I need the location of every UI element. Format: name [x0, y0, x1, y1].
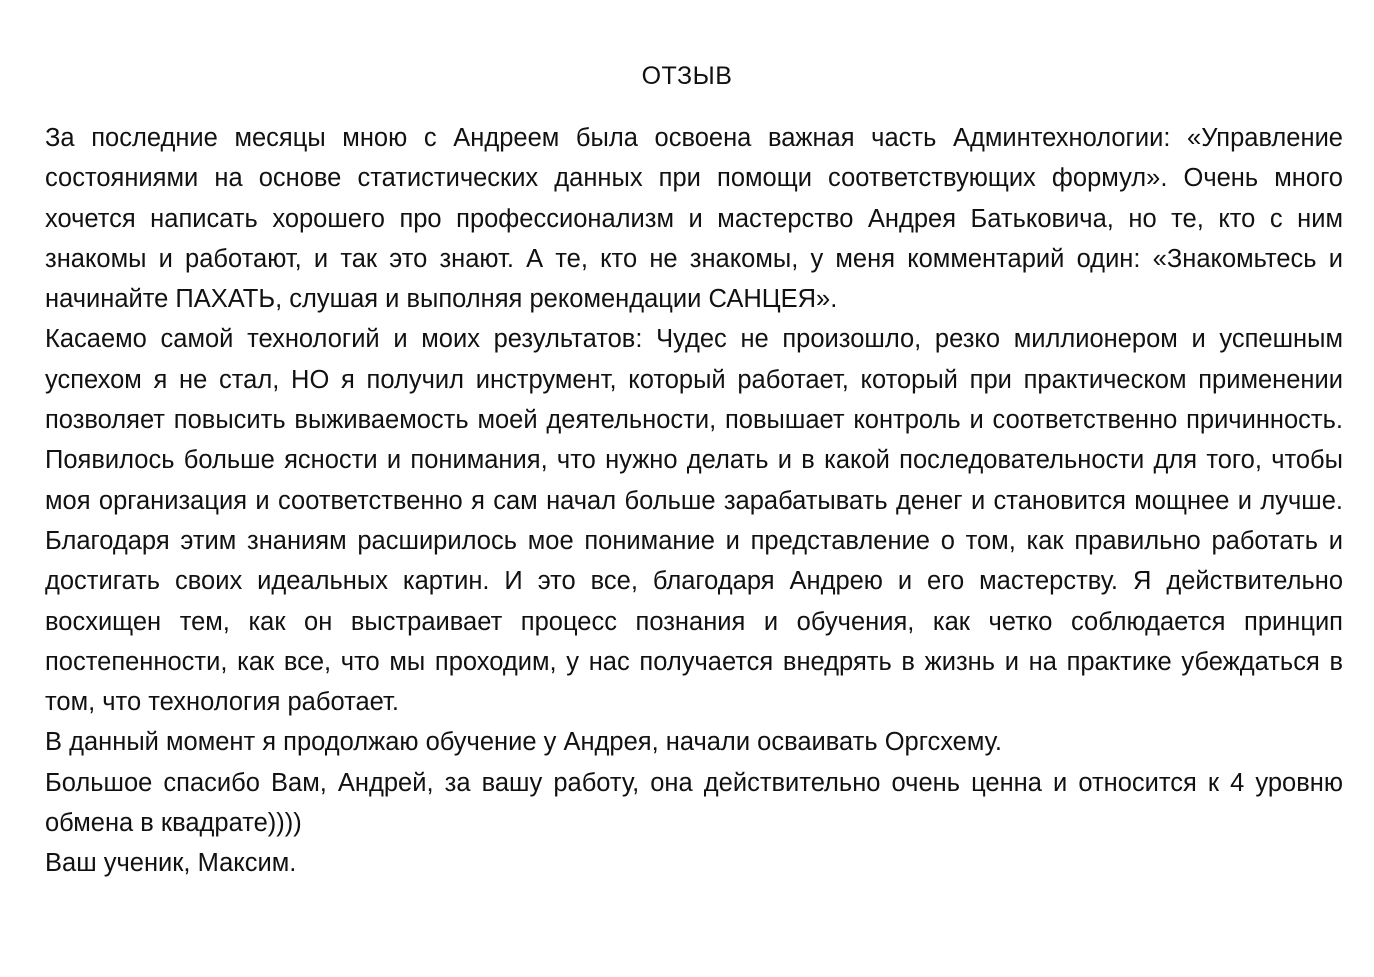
paragraph-thanks: Большое спасибо Вам, Андрей, за вашу работу, она действительно очень ценна и относится к 4 уровню обмена в квадрате)))) — [45, 768, 1343, 838]
paragraph-intro: За последние месяцы мною с Андреем была освоена важная часть Админтехнологии: «Управление состояниями на основе статистических данных при помощи соответствующих формул». Очень много хочется написать хорошего про профессионализм и мастерство Андрея Батьковича, но те, кто с ним знакомы и работают, и так это знают. А те, кто не знакомы, у меня комментарий один: «Знакомьтесь и начинайте ПАХАТЬ, слушая и выполняя рекомендации САНЦЕЯ». — [45, 124, 1343, 314]
paragraph-results: Касаемо самой технологий и моих результатов: Чудес не произошло, резко миллионером и успешным успехом я не стал, НО я получил инструмент, который работает, который при практическом применении позволяет повысить выживаемость моей деятельности, повышает контроль и соответственно причинность. Появилось больше ясности и понимания, что нужно делать и в какой последовательности для того, чтобы моя организация и соответственно я сам начал больше зарабатывать денег и становится мощнее и лучше. Благодаря этим знаниям расширилось мое понимание и представление о том, как правильно работать и достигать своих идеальных картин. И это все, благодаря Андрею и его мастерству. Я действительно восхищен тем, как он выстраивает процесс познания и обучения, как четко соблюдается принцип постепенности, как все, что мы проходим, у нас получается внедрять в жизнь и на практике убеждаться в том, что технология работает. — [45, 325, 1343, 717]
document-title: ОТЗЫВ — [641, 62, 733, 90]
paragraph-signature: Ваш ученик, Максим. — [45, 849, 297, 878]
document-body — [45, 118, 1343, 884]
paragraph-current-study: В данный момент я продолжаю обучение у Андрея, начали осваивать Оргсхему. — [45, 728, 1002, 757]
